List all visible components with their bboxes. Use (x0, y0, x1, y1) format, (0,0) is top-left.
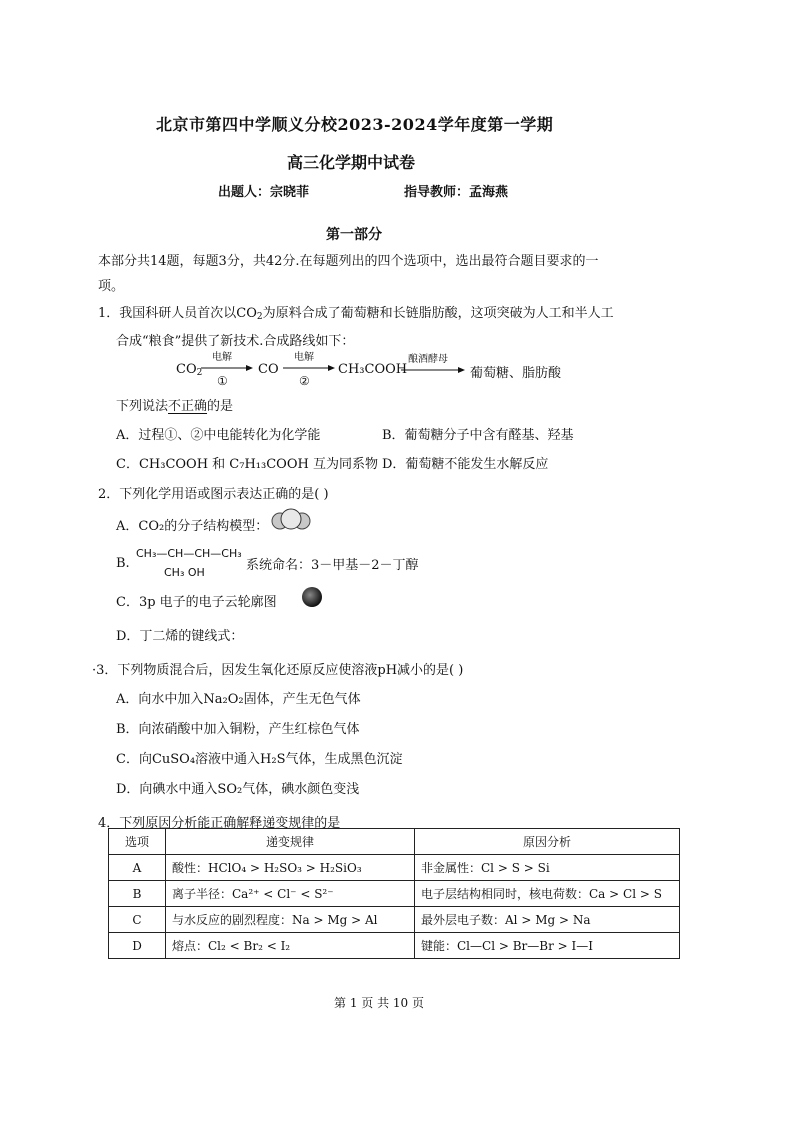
q1-stem-part-a: 1．我国科研人员首次以CO (98, 306, 257, 321)
q1-stem-line2: 合成“粮食”提供了新技术.合成路线如下： (116, 334, 355, 349)
q4-table (108, 828, 680, 959)
table-cell: B (109, 881, 166, 907)
table-row (109, 855, 680, 881)
table-cell: 离子半径：Ca²⁺ < Cl⁻ < S²⁻ (166, 881, 415, 907)
q2-b-structure-main-chain: CH₃—CH—CH—CH₃ (136, 547, 242, 560)
q1-prompt: 下列说法不正确的是 (116, 399, 234, 414)
route-arrow1 (200, 362, 254, 374)
q4-stem: 4．下列原因分析能正确解释递变规律的是 (98, 816, 341, 831)
route-arrow1-top-label: 电解 (212, 352, 232, 363)
route-arrow2 (282, 362, 336, 374)
table-cell: 电子层结构相同时，核电荷数：Ca > Cl > S (415, 881, 680, 907)
section-title: 第一部分 (326, 227, 382, 243)
q1-option-d[interactable]: D．葡萄糖不能发生水解反应 (382, 457, 549, 472)
q2-option-b-naming: 系统命名：3－甲基－2－丁醇 (246, 558, 419, 573)
q2-stem: 2．下列化学用语或图示表达正确的是( ) (98, 487, 329, 502)
q2-b-structure-substituents: CH₃ OH (164, 566, 205, 579)
q1-prompt-emphasis: 不正确 (168, 399, 208, 414)
q1-option-b[interactable]: B．葡萄糖分子中含有醛基、羟基 (382, 428, 574, 443)
q2-option-d[interactable]: D．丁二烯的键线式： (116, 629, 244, 644)
exam-title-line2: 高三化学期中试卷 (287, 153, 416, 172)
table-row (109, 907, 680, 933)
table-header-cell: 递变规律 (166, 829, 415, 855)
route-arrow2-top-label: 电解 (294, 352, 314, 363)
q3-option-b[interactable]: B．向浓硝酸中加入铜粉，产生红棕色气体 (116, 722, 360, 737)
3p-electron-cloud-sphere-icon (300, 585, 324, 609)
table-cell: 最外层电子数：Al > Mg > Na (415, 907, 680, 933)
q3-option-d[interactable]: D．向碘水中通入SO₂气体，碘水颜色变浅 (116, 782, 360, 797)
table-header-row (109, 829, 680, 855)
q1-option-c[interactable]: C．CH₃COOH 和 C₇H₁₃COOH 互为同系物 (116, 457, 378, 472)
q2-option-c[interactable]: C．3p 电子的电子云轮廓图 (116, 595, 277, 610)
table-cell: C (109, 907, 166, 933)
author-label: 出题人：宗晓菲 (218, 185, 310, 200)
table-cell: 酸性：HClO₄ > H₂SO₃ > H₂SiO₃ (166, 855, 415, 881)
table-row (109, 881, 680, 907)
route-arrow3-top-label: 酿酒酵母 (408, 354, 448, 365)
q1-stem-line1: 1．我国科研人员首次以$CO_2$为原料合成了葡萄糖和长链脂肪酸，这项突破为人工和半人工 (98, 306, 614, 322)
route-co: CO (258, 362, 279, 377)
route-co2: $CO_2$ (176, 362, 203, 378)
route-ch3cooh: CH₃COOH (338, 362, 408, 377)
table-cell: A (109, 855, 166, 881)
co2-molecule-model-icon (270, 506, 312, 536)
q1-option-a[interactable]: A．过程①、②中电能转化为化学能 (116, 428, 321, 443)
q3-option-a[interactable]: A．向水中加入Na₂O₂固体，产生无色气体 (116, 692, 361, 707)
table-header-cell: 原因分析 (415, 829, 680, 855)
q2-option-a[interactable]: A．CO₂的分子结构模型： (116, 519, 269, 534)
q2-option-b-letter[interactable]: B. (116, 556, 130, 571)
route-arrow1-bottom-label: ① (217, 374, 228, 388)
section-intro-line1: 本部分共14题，每题3分，共42分.在每题列出的四个选项中，选出最符合题目要求的一 (98, 254, 599, 269)
route-arrow3 (400, 364, 466, 376)
q3-option-c[interactable]: C．向CuSO₄溶液中通入H₂S气体，生成黑色沉淀 (116, 752, 403, 767)
section-intro-line2: 项。 (98, 279, 125, 294)
table-cell: 熔点：Cl₂ < Br₂ < I₂ (166, 933, 415, 959)
advisor-label: 指导教师：孟海燕 (404, 185, 509, 200)
route-product: 葡萄糖、脂肪酸 (470, 366, 562, 381)
table-cell: D (109, 933, 166, 959)
table-cell: 键能：Cl—Cl > Br—Br > I—I (415, 933, 680, 959)
q1-stem-part-b: 为原料合成了葡萄糖和长链脂肪酸，这项突破为人工和半人工 (262, 306, 614, 321)
q3-stem: ·3．下列物质混合后，因发生氧化还原反应使溶液pH减小的是( ) (92, 663, 464, 678)
page-number: 第 1 页 共 10 页 (334, 996, 424, 1010)
table-header-cell: 选项 (109, 829, 166, 855)
exam-title-line1: 北京市第四中学顺义分校2023-2024学年度第一学期 (156, 115, 554, 134)
table-row (109, 933, 680, 959)
route-arrow2-bottom-label: ② (299, 374, 310, 388)
table-cell: 非金属性：Cl > S > Si (415, 855, 680, 881)
table-cell: 与水反应的剧烈程度：Na > Mg > Al (166, 907, 415, 933)
